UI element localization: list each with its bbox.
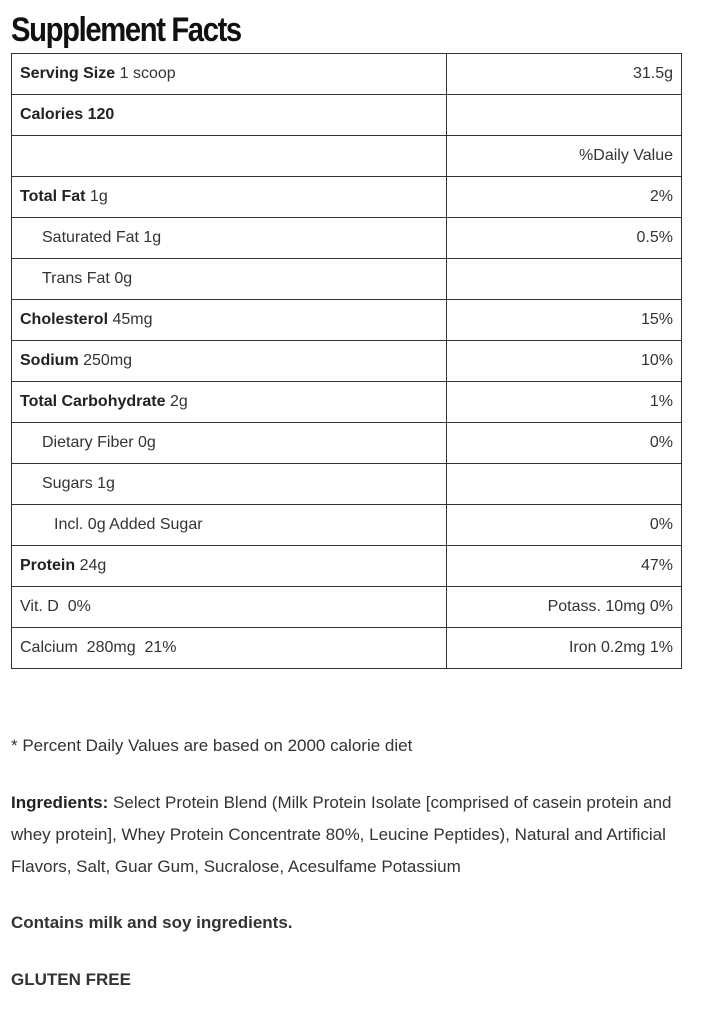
total-fat-dv: 2% bbox=[447, 177, 682, 218]
protein-label: Protein bbox=[20, 557, 76, 574]
vitamin-d-label: Vit. D 0% bbox=[12, 587, 447, 628]
calories-label: Calories 120 bbox=[20, 106, 115, 123]
cholesterol-label: Cholesterol bbox=[20, 311, 109, 328]
gluten-free-statement: GLUTEN FREE bbox=[11, 970, 131, 989]
sodium-value: 250mg bbox=[78, 352, 133, 369]
total-fat-value: 1g bbox=[85, 188, 108, 205]
iron-label: Iron 0.2mg 1% bbox=[447, 628, 682, 669]
added-sugar-dv: 0% bbox=[447, 505, 682, 546]
cholesterol-row bbox=[12, 300, 682, 341]
total-carbohydrate-row bbox=[12, 382, 682, 423]
cholesterol-dv: 15% bbox=[447, 300, 682, 341]
calcium-iron-row bbox=[12, 628, 682, 669]
total-carbohydrate-value: 2g bbox=[165, 393, 188, 410]
saturated-fat-dv: 0.5% bbox=[447, 218, 682, 259]
page-title: Supplement Facts bbox=[11, 11, 241, 49]
serving-size-weight: 31.5g bbox=[447, 54, 682, 95]
total-fat-row bbox=[12, 177, 682, 218]
cholesterol-value: 45mg bbox=[108, 311, 153, 328]
total-carbohydrate-label: Total Carbohydrate bbox=[20, 393, 166, 410]
saturated-fat-label: Saturated Fat 1g bbox=[12, 218, 447, 259]
trans-fat-row bbox=[12, 259, 682, 300]
protein-value: 24g bbox=[75, 557, 107, 574]
dietary-fiber-row bbox=[12, 423, 682, 464]
daily-value-header-row bbox=[12, 136, 682, 177]
allergen-statement: Contains milk and soy ingredients. bbox=[11, 913, 293, 932]
total-fat-label: Total Fat bbox=[20, 188, 86, 205]
sugars-label: Sugars 1g bbox=[12, 464, 447, 505]
ingredients-label: Ingredients: bbox=[11, 793, 109, 812]
dietary-fiber-label: Dietary Fiber 0g bbox=[12, 423, 447, 464]
protein-dv: 47% bbox=[447, 546, 682, 587]
ingredients-text: Select Protein Blend (Milk Protein Isolate [comprised of casein protein and whey protein], Whey Protein Concentrate 80%, Leucine Peptides), Natural and Artificial Flavors, Salt, Guar Gum, Sucralose, Acesulfame Potassium bbox=[11, 793, 672, 876]
serving-size-label: Serving Size bbox=[20, 65, 116, 82]
daily-value-footnote: * Percent Daily Values are based on 2000 calorie diet bbox=[11, 736, 413, 755]
calcium-label: Calcium 280mg 21% bbox=[12, 628, 447, 669]
vitamin-d-potassium-row bbox=[12, 587, 682, 628]
serving-size-row bbox=[12, 54, 682, 95]
added-sugar-label: Incl. 0g Added Sugar bbox=[12, 505, 447, 546]
total-carbohydrate-dv: 1% bbox=[447, 382, 682, 423]
protein-row bbox=[12, 546, 682, 587]
saturated-fat-row bbox=[12, 218, 682, 259]
serving-size-value: 1 scoop bbox=[115, 65, 176, 82]
sodium-row bbox=[12, 341, 682, 382]
calories-row bbox=[12, 95, 682, 136]
sodium-dv: 10% bbox=[447, 341, 682, 382]
sugars-row bbox=[12, 464, 682, 505]
supplement-facts-table bbox=[11, 53, 682, 669]
daily-value-header: %Daily Value bbox=[447, 136, 682, 177]
added-sugar-row bbox=[12, 505, 682, 546]
trans-fat-label: Trans Fat 0g bbox=[12, 259, 447, 300]
dietary-fiber-dv: 0% bbox=[447, 423, 682, 464]
sodium-label: Sodium bbox=[20, 352, 79, 369]
ingredients-paragraph bbox=[11, 787, 683, 883]
potassium-label: Potass. 10mg 0% bbox=[447, 587, 682, 628]
